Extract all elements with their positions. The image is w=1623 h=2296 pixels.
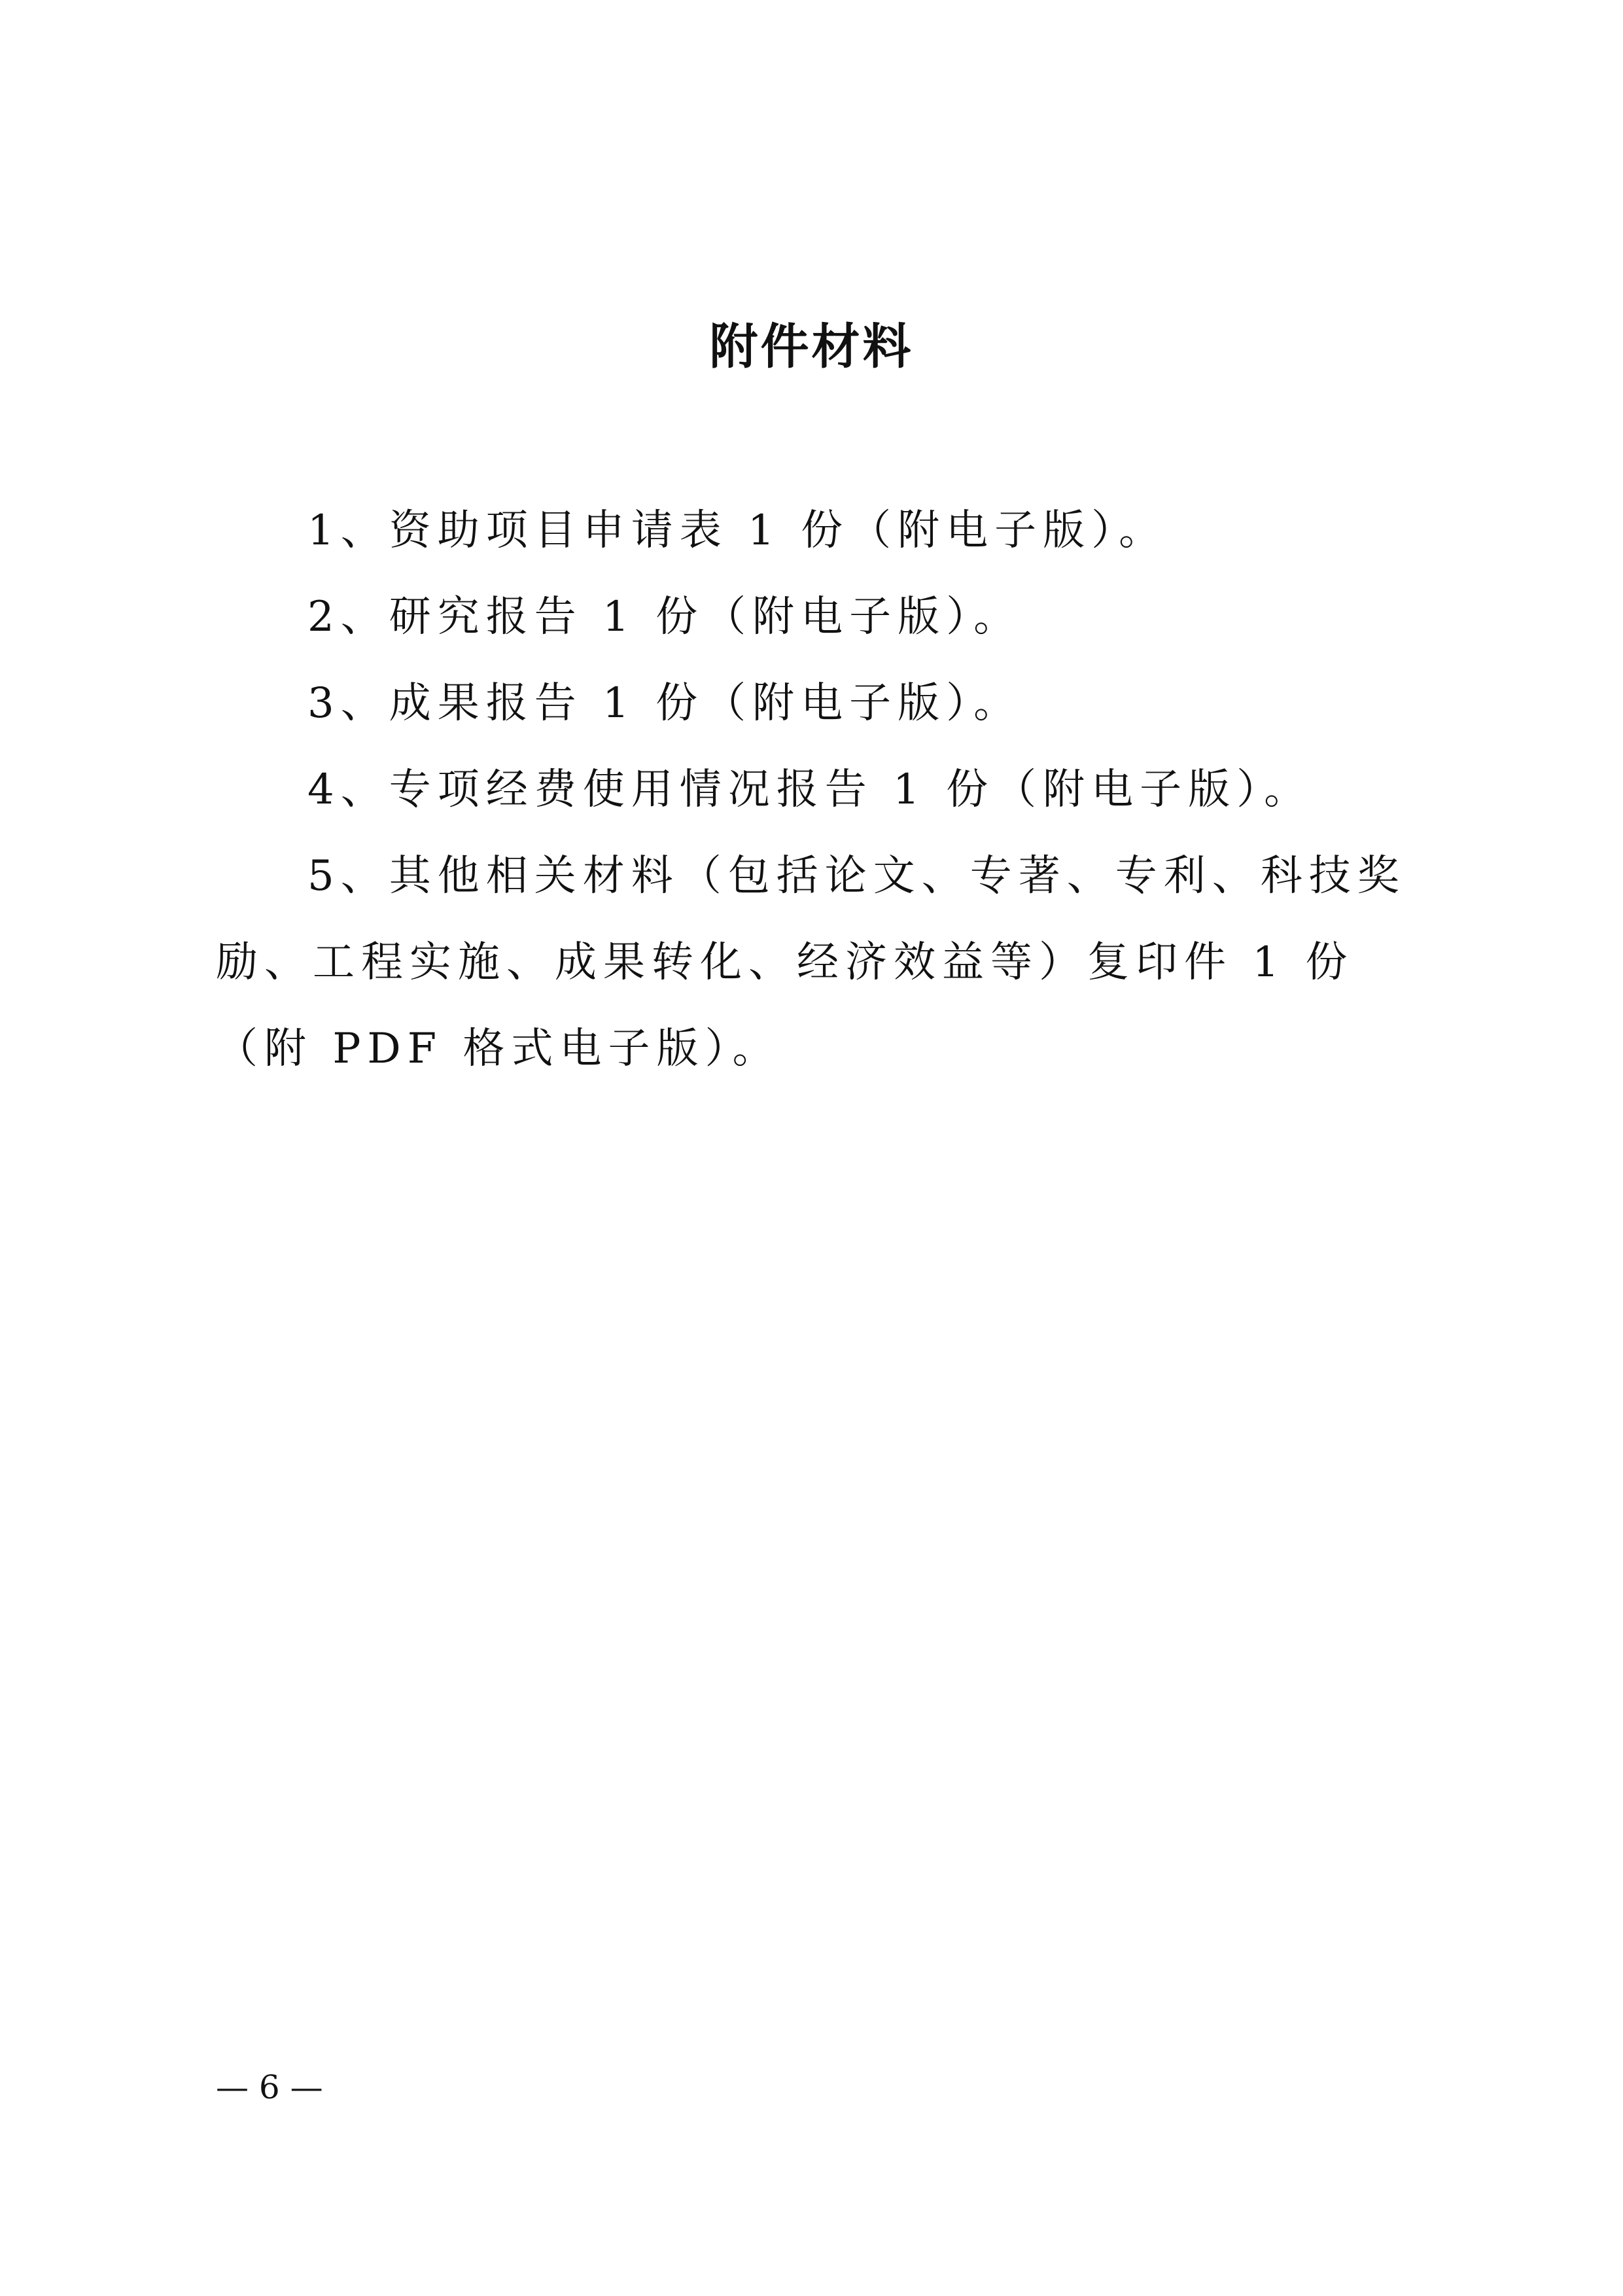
attachment-list — [216, 487, 1413, 1092]
page-number: — 6 — — [216, 2068, 323, 2106]
attachment-item-3: 3、成果报告 1 份（附电子版）。 — [307, 679, 1022, 728]
attachment-item-4: 4、专项经费使用情况报告 1 份（附电子版）。 — [307, 766, 1313, 814]
document-title: 附件材料 — [709, 319, 914, 375]
attachment-item-5: 5、其他相关材料（包括论文、专著、专利、科技奖励、工程实施、成果转化、经济效益等）复印件 1 份（附 PDF 格式电子版）。 — [216, 852, 1406, 1073]
attachment-item-1: 1、资助项目申请表 1 份（附电子版）。 — [307, 506, 1168, 555]
attachment-item-2: 2、研究报告 1 份（附电子版）。 — [307, 593, 1022, 641]
